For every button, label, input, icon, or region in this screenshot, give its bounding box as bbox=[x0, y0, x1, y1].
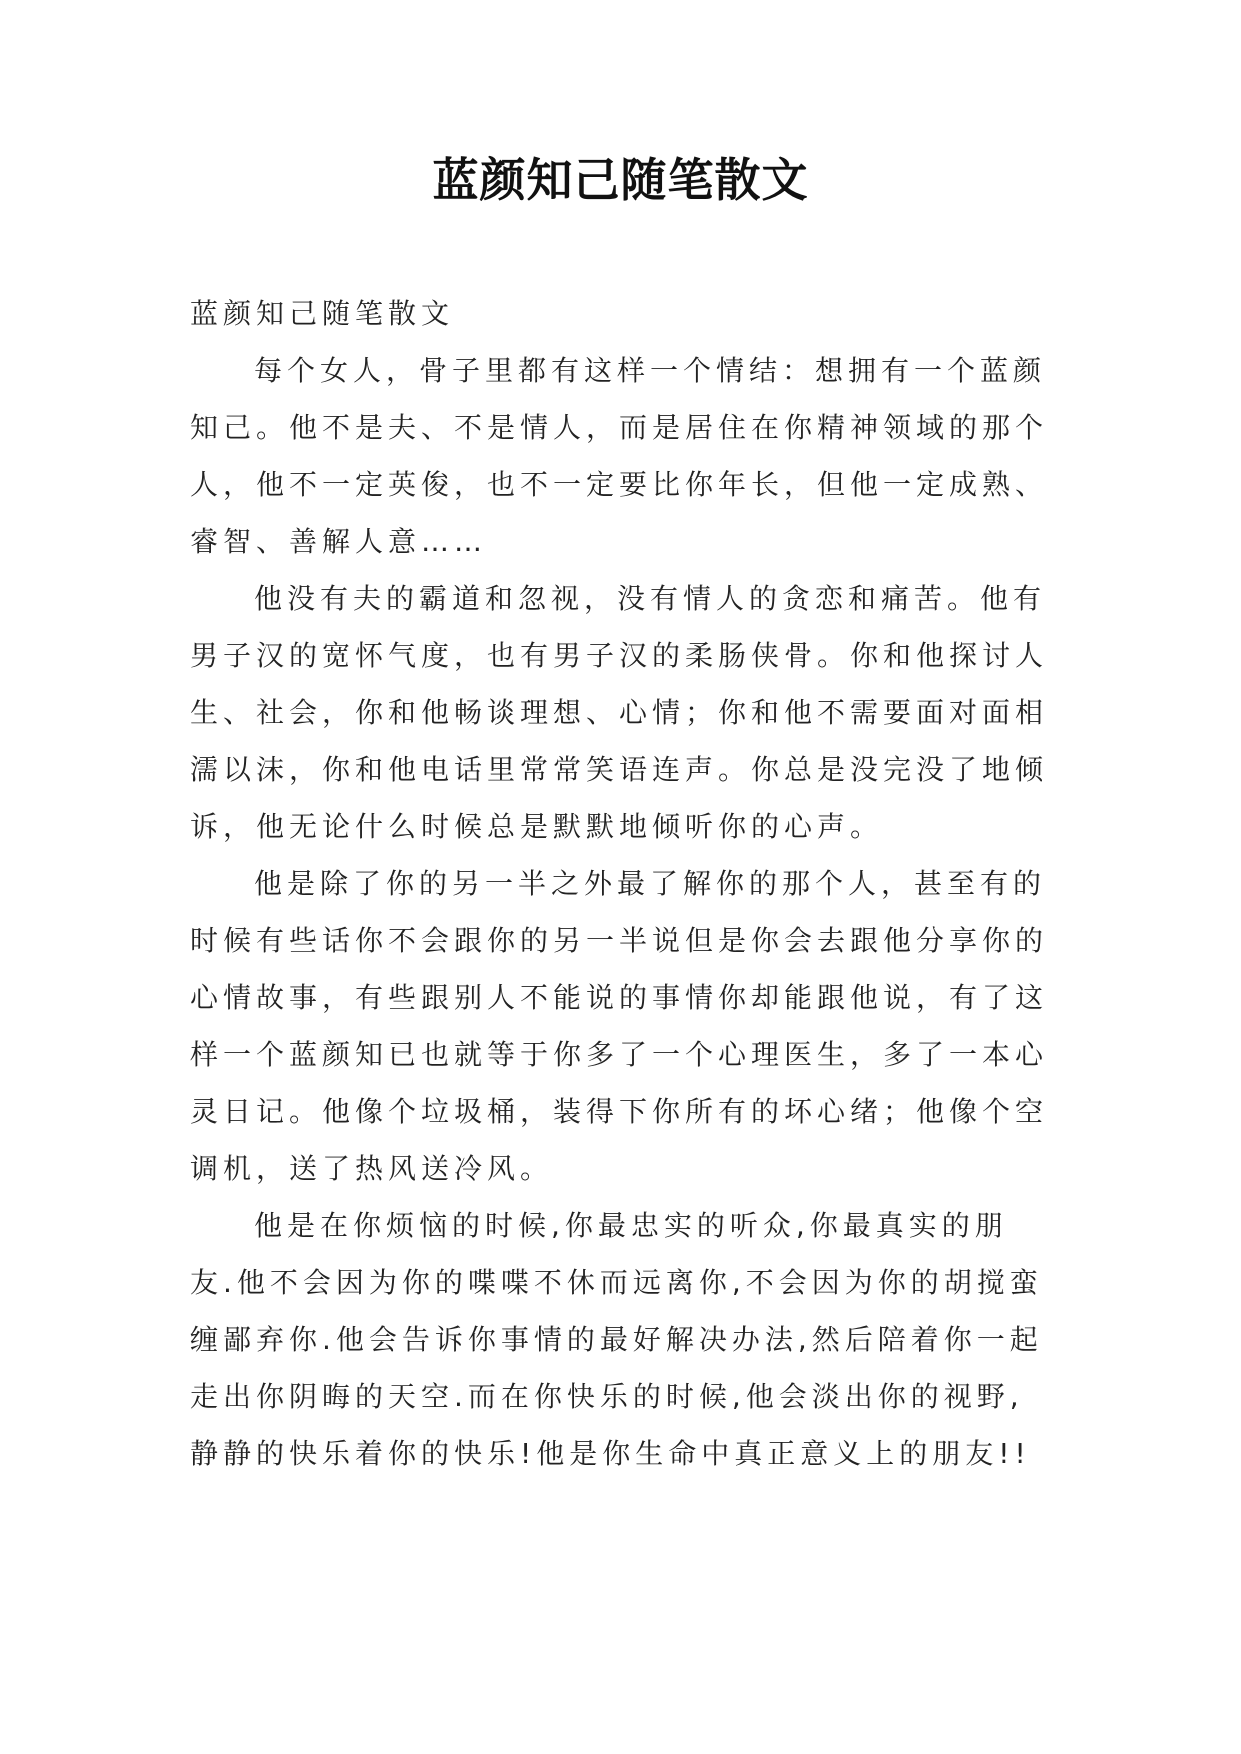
document-body bbox=[190, 285, 1050, 1482]
paragraph-2: 他没有夫的霸道和忽视，没有情人的贪恋和痛苦。他有男子汉的宽怀气度，也有男子汉的柔肠侠骨。你和他探讨人生、社会，你和他畅谈理想、心情；你和他不需要面对面相濡以沫，你和他电话里常常笑语连声。你总是没完没了地倾诉，他无论什么时候总是默默地倾听你的心声。 bbox=[190, 582, 1049, 843]
page-title: 蓝颜知己随笔散文 bbox=[432, 153, 809, 207]
paragraph-3: 他是除了你的另一半之外最了解你的那个人，甚至有的时候有些话你不会跟你的另一半说但是你会去跟他分享你的心情故事，有些跟别人不能说的事情你却能跟他说，有了这样一个蓝颜知已也就等于你多了一个心理医生，多了一本心灵日记。他像个垃圾桶，装得下你所有的坏心绪；他像个空调机，送了热风送冷风。 bbox=[190, 867, 1049, 1185]
paragraph-4: 他是在你烦恼的时候,你最忠实的听众,你最真实的朋友.他不会因为你的喋喋不休而远离你,不会因为你的胡搅蛮缠鄙弃你.他会告诉你事情的最好解决办法,然后陪着你一起走出你阴晦的天空.而在你快乐的时候,他会淡出你的视野,静静的快乐着你的快乐!他是你生命中真正意义上的朋友!! bbox=[190, 1209, 1043, 1470]
paragraph-1: 每个女人，骨子里都有这样一个情结：想拥有一个蓝颜知己。他不是夫、不是情人，而是居住在你精神领域的那个人，他不一定英俊，也不一定要比你年长，但他一定成熟、睿智、善解人意…… bbox=[190, 354, 1049, 558]
document-subtitle: 蓝颜知己随笔散文 bbox=[190, 297, 455, 330]
